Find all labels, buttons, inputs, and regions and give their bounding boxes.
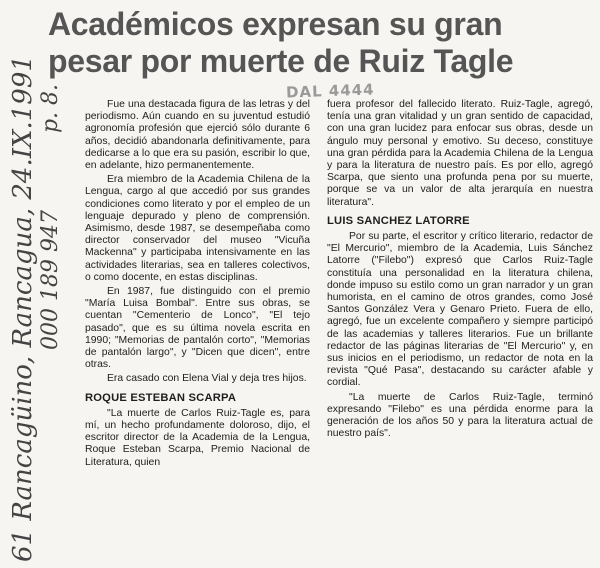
paragraph: fuera profesor del fallecido literato. Ruiz-Tagle, agregó, tenía una gran vitalidad y un gran sentido de capacidad, con una gran lucidez para enfocar sus obras, desde un ángulo muy personal y emotivo. Su deceso, constituye una gran pérdida para la Academia Chilena de la Lengua y para la literatura de nuestro país. Es por ello, agregó Scarpa, que siento una profunda pena por su muerte, porque se va un valor de alta jerarquía en nuestra literatura". (327, 99, 593, 208)
handwritten-source: 61 Rancagüino, Rancagua, 24.IX.1991 (8, 55, 38, 562)
paragraph: Por su parte, el escritor y crítico literario, redactor de "El Mercurio", miembro de la Academia, Luis Sánchez Latorre ("Filebo") expresó que Carlos Ruiz-Tagle constituía una personalidad en la literatura chilena, donde impuso su estilo como un gran narrador y un gran humorista, en el camino de otros grandes, como José Santos González Vera y Genaro Prieto. Fuera de ello, agregó, fue un excelente compañero y siempre participó de las academias y talleres literarios. Fue un brillante redactor de las páginas literarias de "El Mercurio" y, en sus inicios en el periodismo, un redactor de nota en la revista "Qué Pasa", destacando su carácter afable y cordial. (327, 231, 593, 389)
section-title-sanchez: LUIS SANCHEZ LATORRE (327, 214, 470, 227)
section-title-scarpa: ROQUE ESTEBAN SCARPA (85, 391, 237, 404)
headline-line-1: Académicos expresan su gran (48, 6, 503, 42)
handwritten-annotation (8, 42, 38, 562)
article-column-2 (327, 99, 593, 442)
paragraph: Era miembro de la Academia Chilena de la Lengua, cargo al que accedió por sus grandes condiciones como literato y por el empleo de un lenguaje depurado y pleno de comprensión. Asimismo, desde 1987, se desempeñaba como director conservador del museo "Vicuña Mackenna" y participaba intensivamente en las actividades literarias, sea en talleres colectivos, o como docente, en estas disciplinas. (85, 174, 310, 283)
handwritten-page: p. 8. (38, 83, 63, 134)
article-column-1 (85, 99, 310, 471)
paragraph: "La muerte de Carlos Ruiz-Tagle, terminó expresando "Filebo" es una pérdida enorme para la generación de los años 50 y para la literatura actual de nuestro país". (327, 391, 593, 440)
paragraph: En 1987, fue distinguido con el premio "María Luisa Bombal". Entre sus obras, se cuentan "Cementerio de Lonco", "El tejo pasado", que es su última novela escrita en 1990; "Memorias de pantalón corto", "Memorias de pantalón largo", y "Dicen que dicen", entre otras. (85, 286, 310, 371)
headline-line-2: pesar por muerte de Ruiz Tagle (48, 43, 514, 79)
paragraph: Era casado con Elena Vial y deja tres hijos. (107, 373, 307, 385)
headline (48, 6, 593, 80)
paragraph: Fue una destacada figura de las letras y del periodismo. Aún cuando en su juventud estudió agronomía profesión que ejerció sólo durante 6 años, decidió abandonarla definitivamente, para dedicarse a lo que era su pasión, escribir lo que, en adelante, hizo permanentemente. (85, 99, 310, 172)
handwritten-code-wrap (38, 84, 63, 350)
handwritten-code: 000 189 947 (38, 210, 63, 350)
paragraph: "La muerte de Carlos Ruiz-Tagle es, para mí, un hecho profundamente doloroso, dijo, el escritor director de la Academia de la Lengua, Roque Esteban Scarpa, Premio Nacional de Literatura, quien (85, 407, 310, 468)
archive-stamp: DAL 4444 (285, 80, 375, 102)
